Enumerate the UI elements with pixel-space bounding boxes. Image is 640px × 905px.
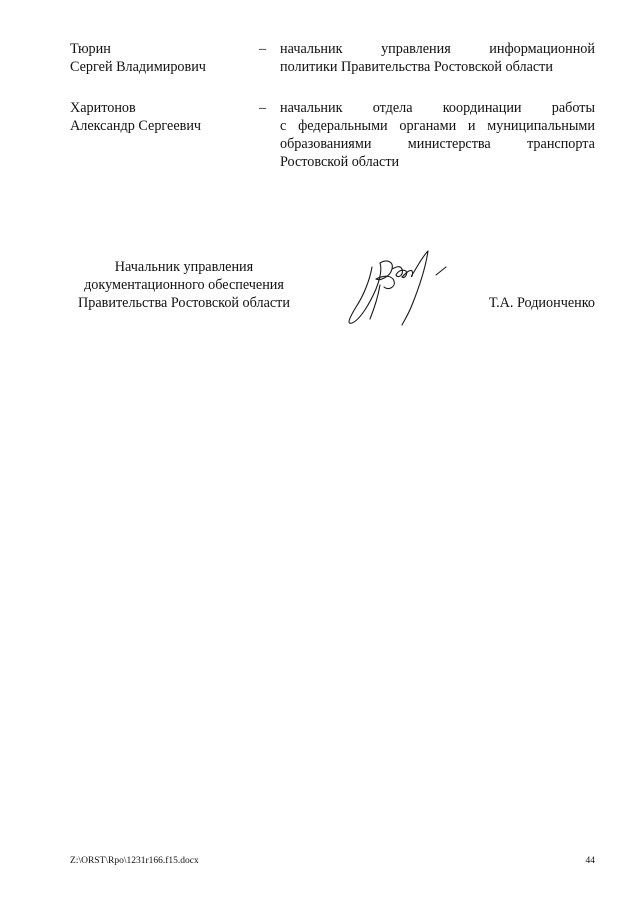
position-word: информационной [489, 41, 595, 57]
position-word: органами [399, 118, 457, 134]
position-word: министерства [407, 136, 491, 152]
position-word: с [280, 118, 287, 134]
page-number: 44 [585, 856, 595, 866]
position-word: управления [381, 41, 451, 57]
position-word: транспорта [527, 136, 595, 152]
file-path: Z:\ORST\Rpo\1231r166.f15.docx [70, 856, 199, 866]
member-entry [70, 40, 595, 76]
position-word: координации [442, 100, 522, 116]
member-surname: Тюрин [70, 41, 111, 57]
handwritten-signature [340, 245, 450, 330]
position-word: отдела [372, 100, 413, 116]
member-surname: Харитонов [70, 100, 136, 116]
position-word: федеральными [298, 118, 388, 134]
member-given-names: Александр Сергеевич [70, 118, 202, 134]
signatory-name: Т.А. Родионченко [488, 295, 595, 311]
member-name [70, 40, 255, 76]
position-word: Ростовской области [280, 154, 400, 170]
position-word: образованиями [280, 136, 372, 152]
member-given-names: Сергей Владимирович [70, 59, 206, 75]
position-line [280, 153, 595, 171]
position-word: работы [551, 100, 595, 116]
position-line [280, 40, 595, 58]
signatory-title [68, 258, 300, 312]
position-word: политики Правительства Ростовской области [280, 59, 553, 75]
dash: – [259, 41, 267, 57]
position-word: начальник [280, 100, 343, 116]
member-entry [70, 99, 595, 171]
position-word: муниципальными [487, 118, 595, 134]
member-name [70, 99, 255, 135]
position-line [280, 117, 595, 135]
position-line [280, 58, 595, 76]
position-line [280, 99, 595, 117]
signatory-title-line: документационного обеспечения [84, 277, 284, 293]
position-word: начальник [280, 41, 343, 57]
signatory-title-line: Правительства Ростовской области [78, 295, 290, 311]
position-line [280, 135, 595, 153]
dash: – [259, 100, 267, 116]
signatory-title-line: Начальник управления [114, 259, 254, 275]
position-word: и [467, 118, 476, 134]
member-position [280, 99, 595, 171]
member-position [280, 40, 595, 76]
